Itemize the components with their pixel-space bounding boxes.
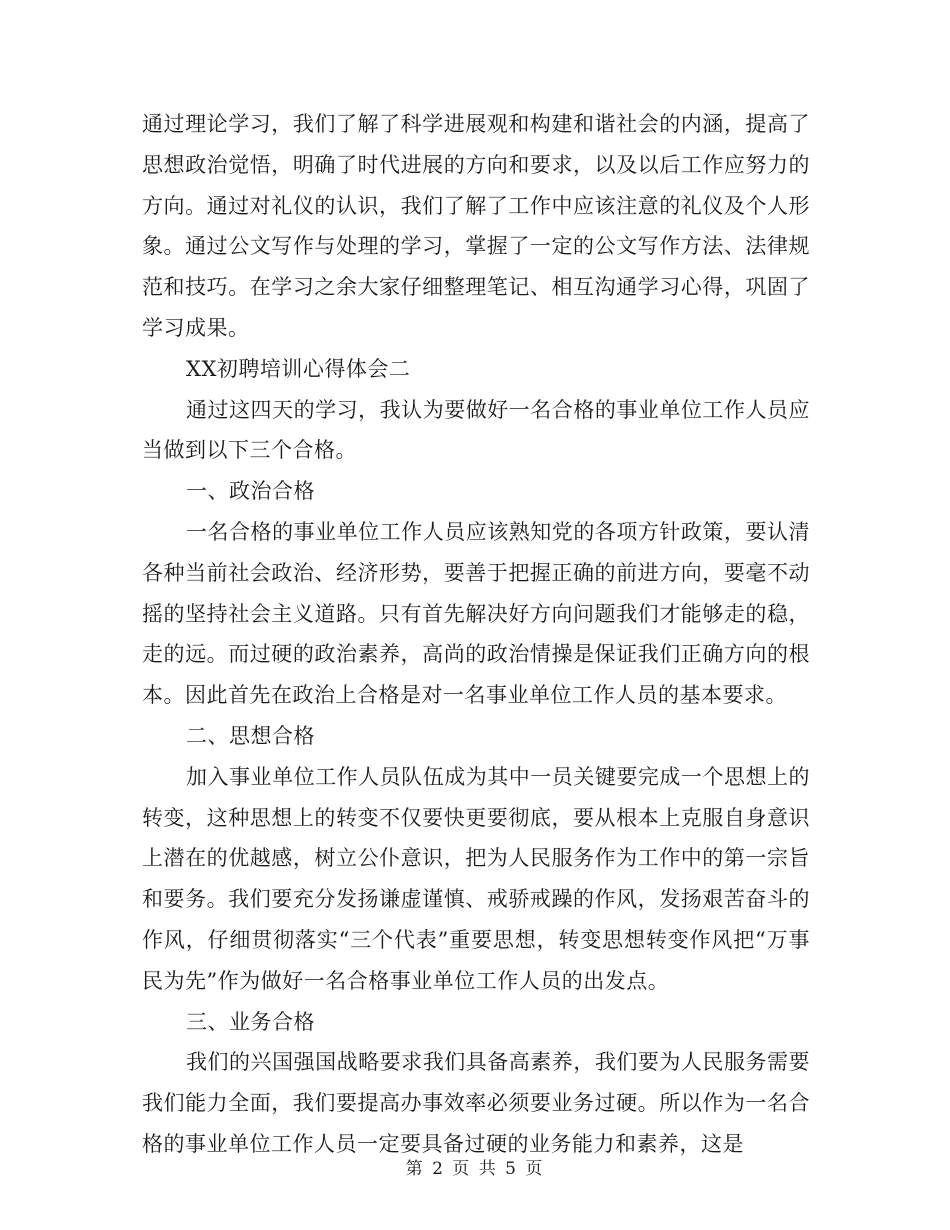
page-number-footer: 第 2 页 共 5 页	[405, 1159, 545, 1179]
heading-political: 一、政治合格	[186, 479, 315, 504]
paragraph-professional: 我们的兴国强国战略要求我们具备高素养，我们要为人民服务需要我们能力全面，我们要提高办事效率必须要业务过硬。所以作为一名合格的事业单位工作人员一定要具备过硬的业务能力和素养，这是	[142, 1050, 810, 1156]
heading-professional: 三、业务合格	[186, 1009, 315, 1034]
paragraph-political: 一名合格的事业单位工作人员应该熟知党的各项方针政策，要认清各种当前社会政治、经济形势，要善于把握正确的前进方向，要毫不动摇的坚持社会主义道路。只有首先解决好方向问题我们才能够走的稳，走的远。而过硬的政治素养，高尚的政治情操是保证我们正确方向的根本。因此首先在政治上合格是对一名事业单位工作人员的基本要求。	[142, 519, 810, 708]
document-body	[142, 104, 810, 1165]
paragraph-intro: 通过这四天的学习，我认为要做好一名合格的事业单位工作人员应当做到以下三个合格。	[142, 397, 810, 463]
section-title: XX初聘培训心得体会二	[186, 356, 411, 381]
paragraph-study-summary: 通过理论学习，我们了解了科学进展观和构建和谐社会的内涵，提高了思想政治觉悟，明确了时代进展的方向和要求，以及以后工作应努力的方向。通过对礼仪的认识，我们了解了工作中应该注意的礼仪及个人形象。通过公文写作与处理的学习，掌握了一定的公文写作方法、法律规范和技巧。在学习之余大家仔细整理笔记、相互沟通学习心得，巩固了学习成果。	[142, 112, 810, 340]
heading-ideological: 二、思想合格	[186, 723, 315, 748]
paragraph-ideological: 加入事业单位工作人员队伍成为其中一员关键要完成一个思想上的转变，这种思想上的转变不仅要快更要彻底，要从根本上克服自身意识上潜在的优越感，树立公仆意识，把为人民服务作为工作中的第一宗旨和要务。我们要充分发扬谦虚谨慎、戒骄戒躁的作风，发扬艰苦奋斗的作风，仔细贯彻落实“三个代表”重要思想，转变思想转变作风把“万事民为先”作为做好一名合格事业单位工作人员的出发点。	[142, 764, 810, 993]
